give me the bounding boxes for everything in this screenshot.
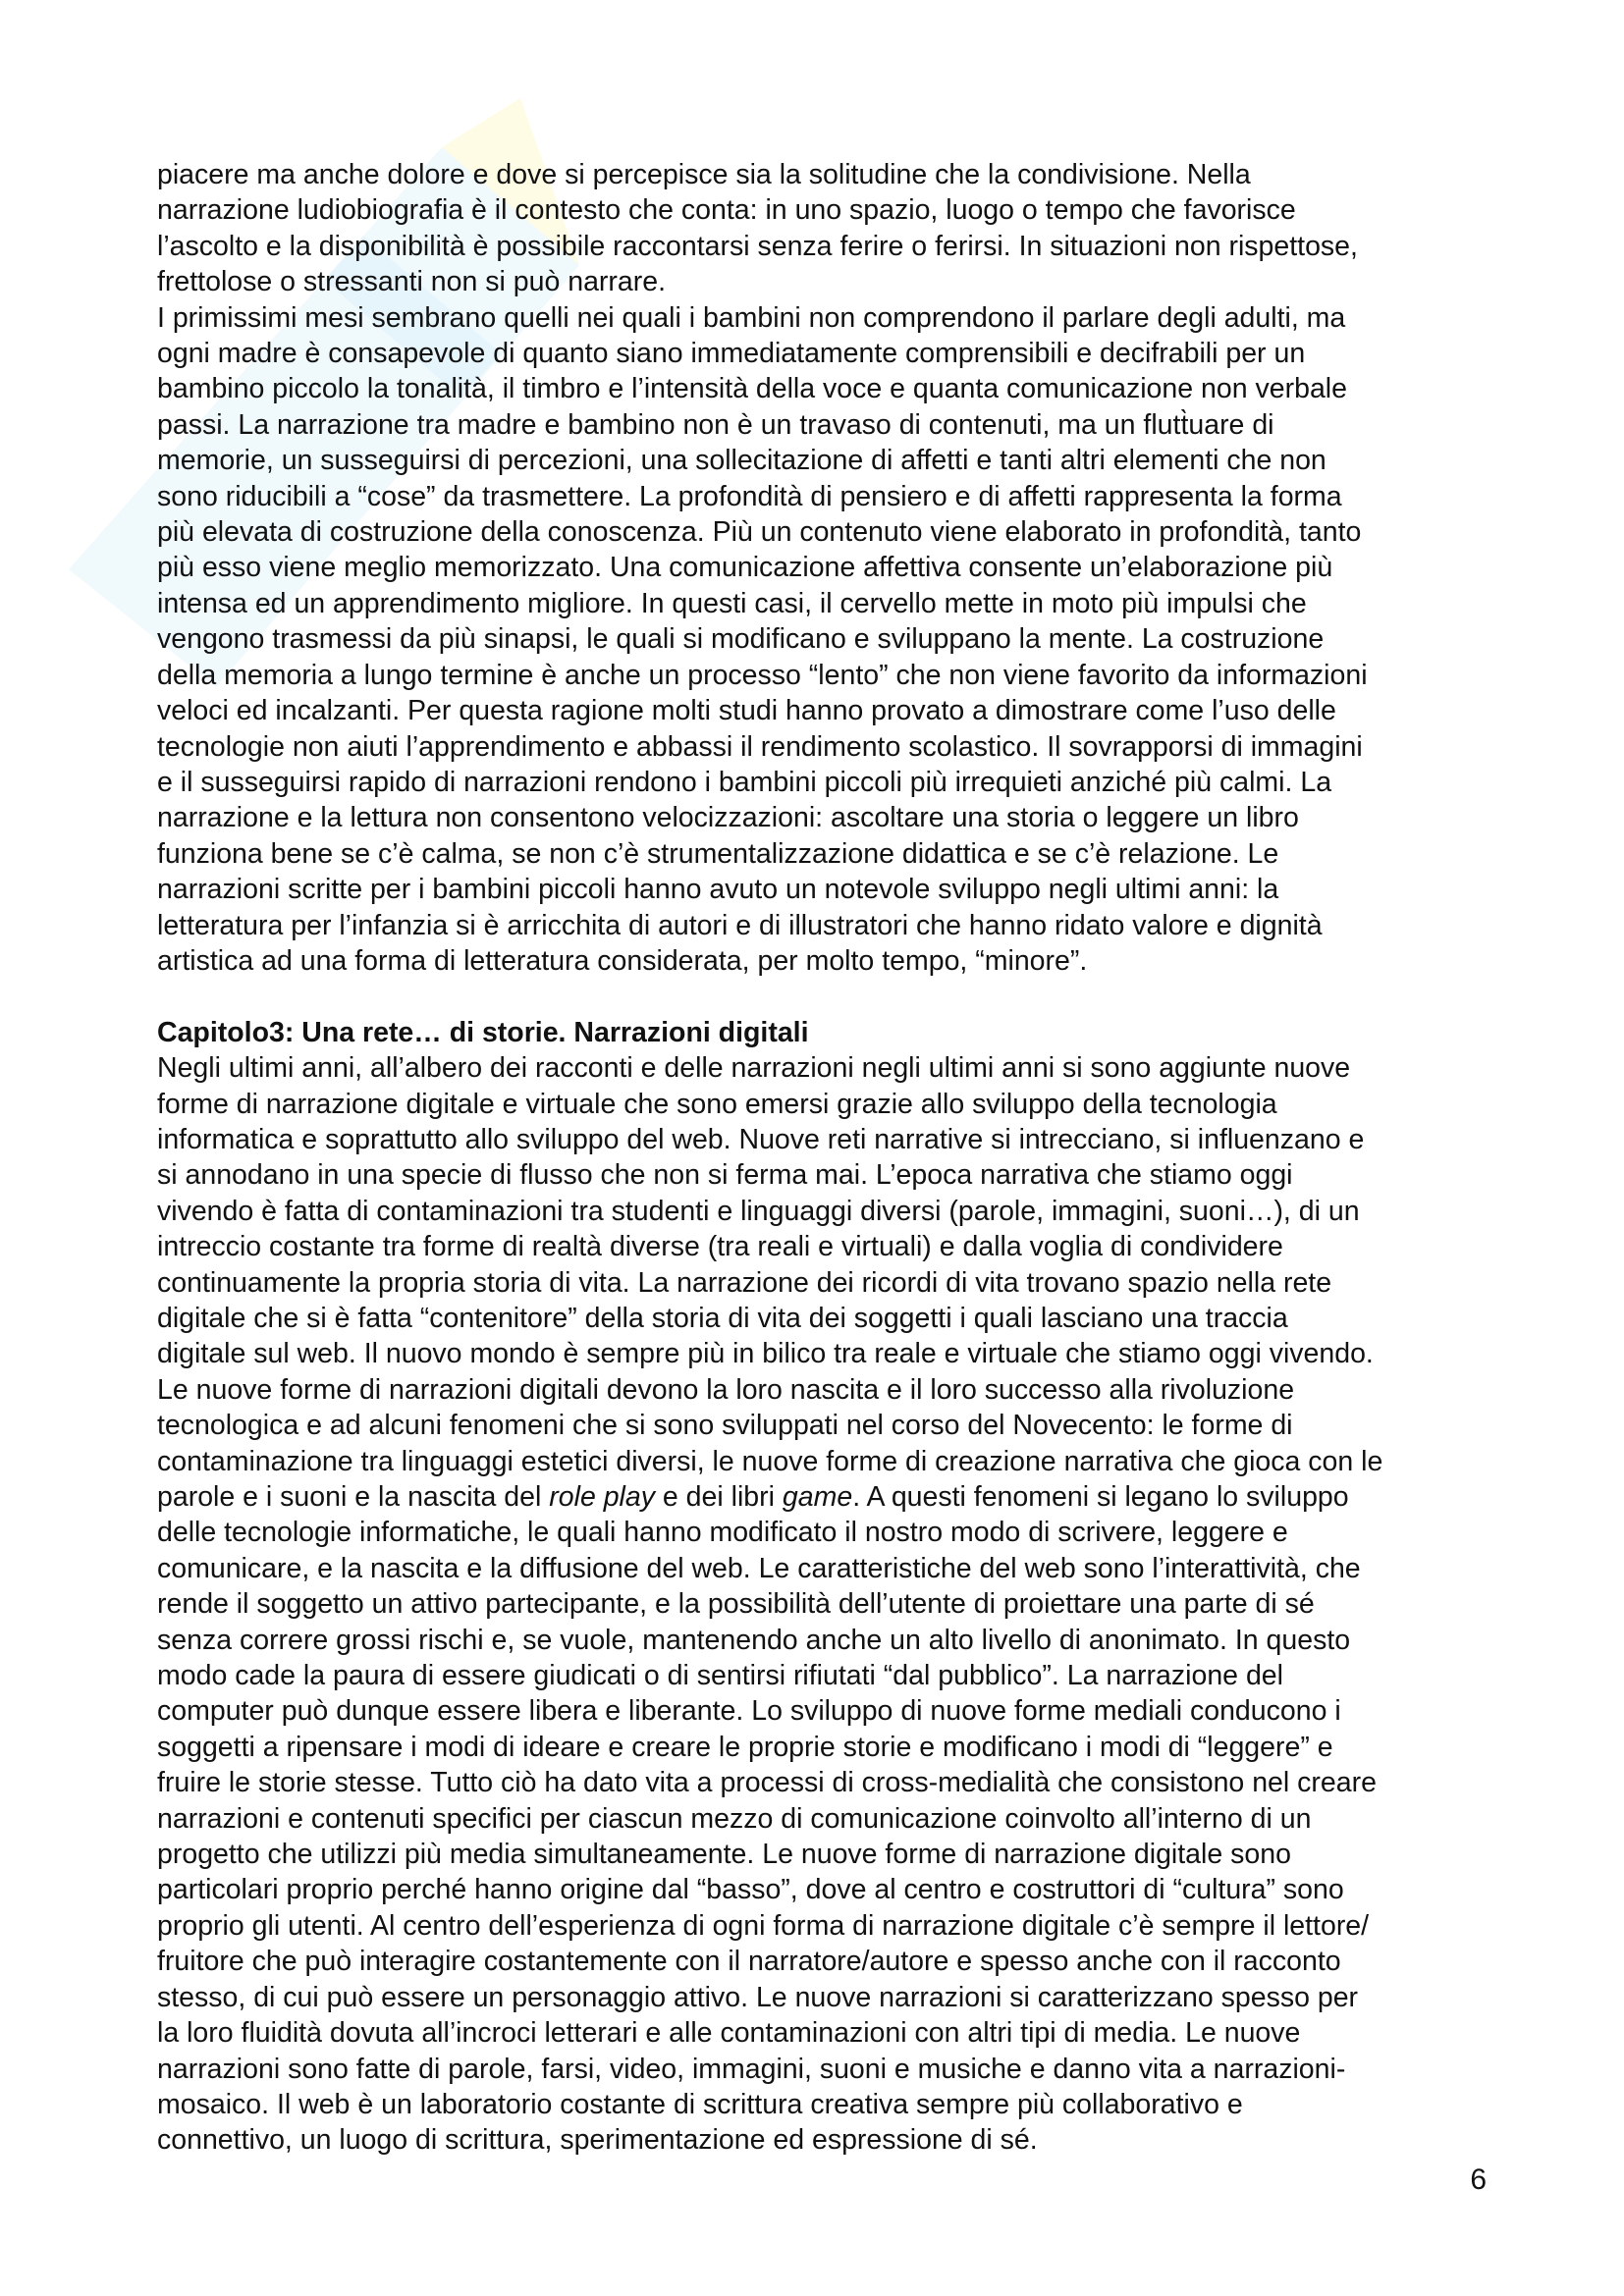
text-fragment: e dei libri bbox=[655, 1481, 783, 1514]
text-line: tecnologica e ad alcuni fenomeni che si sono sviluppati nel corso del Novecento: le forme di bbox=[157, 1410, 1293, 1442]
text-line: più elevata di costruzione della conoscenza. Più un contenuto viene elaborato in profondità, tanto bbox=[157, 516, 1362, 549]
text-line: vengono trasmessi da più sinapsi, le quali si modificano e sviluppano la mente. La costruzione bbox=[157, 623, 1325, 656]
text-line: progetto che utilizzi più media simultaneamente. Le nuove forme di narrazione digitale sono bbox=[157, 1839, 1291, 1871]
text-fragment: parole e i suoni e la nascita del bbox=[157, 1481, 550, 1514]
text-line: narrazioni e contenuti specifici per ciascun mezzo di comunicazione coinvolto all’interno di un bbox=[157, 1802, 1312, 1835]
text-line: fruire le storie stesse. Tutto ciò ha dato vita a processi di cross-medialità che consistono nel creare bbox=[157, 1767, 1377, 1799]
text-line: sono riducibili a “cose” da trasmettere. La profondità di pensiero e di affetti rappresenta la forma bbox=[157, 480, 1342, 512]
text-line: soggetti a ripensare i modi di ideare e creare le proprie storie e modificano i modi di “leggere” e bbox=[157, 1731, 1333, 1763]
document-body bbox=[157, 157, 1485, 2159]
chapter-3-text-b bbox=[157, 1515, 1485, 2158]
text-line: stesso, di cui può essere un personaggio attivo. Le nuove narrazioni si caratterizzano spesso per bbox=[157, 1981, 1359, 2013]
text-line: connettivo, un luogo di scrittura, sperimentazione ed espressione di sé. bbox=[157, 2124, 1038, 2157]
text-line: funziona bene se c’è calma, se non c’è strumentalizzazione didattica e se c’è relazione. Le bbox=[157, 837, 1279, 870]
text-line: vivendo è fatta di contaminazioni tra studenti e linguaggi diversi (parole, immagini, suoni…), di un bbox=[157, 1195, 1360, 1227]
chapter-3-title: Capitolo3: Una rete… di storie. Narrazioni digitali bbox=[157, 1016, 809, 1048]
text-line-with-italics bbox=[157, 1479, 1485, 1515]
text-line: particolari proprio perché hanno origine dal “basso”, dove al centro e costruttori di “cultura” sono bbox=[157, 1874, 1344, 1906]
text-line: l’ascolto e la disponibilità è possibile raccontarsi senza ferire o ferirsi. In situazioni non rispettose, bbox=[157, 230, 1358, 262]
text-line: passi. La narrazione tra madre e bambino non è un travaso di contenuti, ma un flutt̀uare di bbox=[157, 408, 1274, 441]
italic-term-role-play: role play bbox=[549, 1481, 655, 1514]
text-line: modo cade la paura di essere giudicati o di sentirsi rifiutati “dal pubblico”. La narrazione del bbox=[157, 1660, 1283, 1692]
text-line: frettolose o stressanti non si può narrare. bbox=[157, 266, 667, 298]
text-line: intensa ed un apprendimento migliore. In questi casi, il cervello mette in moto più impulsi che bbox=[157, 587, 1307, 619]
text-line: contaminazione tra linguaggi estetici diversi, le nuove forme di creazione narrativa che gioca con le bbox=[157, 1445, 1383, 1477]
text-line: la loro fluidità dovuta all’incroci letterari e alle contaminazioni con altri tipi di media. Le nuove bbox=[157, 2017, 1301, 2050]
text-line: fruitore che può interagire costantemente con il narratore/autore e spesso anche con il racconto bbox=[157, 1946, 1341, 1978]
text-line: forme di narrazione digitale e virtuale che sono emersi grazie allo sviluppo della tecnologia bbox=[157, 1088, 1277, 1120]
text-line: ogni madre è consapevole di quanto siano immediatamente comprensibili e decifrabili per un bbox=[157, 338, 1306, 370]
text-line: proprio gli utenti. Al centro dell’esperienza di ogni forma di narrazione digitale c’è sempre il lettore/ bbox=[157, 1909, 1370, 1942]
paragraph-gap bbox=[157, 979, 1485, 1014]
text-line: I primissimi mesi sembrano quelli nei quali i bambini non comprendono il parlare degli adulti, ma bbox=[157, 301, 1346, 334]
text-line: piacere ma anche dolore e dove si percepisce sia la solitudine che la condivisione. Nella bbox=[157, 159, 1251, 190]
text-line: della memoria a lungo termine è anche un processo “lento” che non viene favorito da informazioni bbox=[157, 659, 1368, 691]
text-fragment: . A questi fenomeni si legano lo sviluppo bbox=[852, 1481, 1349, 1514]
text-line: intreccio costante tra forme di realtà diverse (tra reali e virtuali) e dalla voglia di condividere bbox=[157, 1231, 1283, 1263]
text-line: narrazione e la lettura non consentono velocizzazioni: ascoltare una storia o leggere un libro bbox=[157, 802, 1299, 834]
text-line: tecnologie non aiuti l’apprendimento e abbassi il rendimento scolastico. Il sovrapporsi di immagini bbox=[157, 730, 1363, 763]
text-line: Le nuove forme di narrazioni digitali devono la loro nascita e il loro successo alla rivoluzione bbox=[157, 1373, 1295, 1406]
text-line: si annodano in una specie di flusso che non si ferma mai. L’epoca narrativa che stiamo oggi bbox=[157, 1159, 1293, 1192]
text-line: memorie, un susseguirsi di percezioni, una sollecitazione di affetti e tanti altri elementi che non bbox=[157, 445, 1326, 477]
text-line: e il susseguirsi rapido di narrazioni rendono i bambini piccoli più irrequieti anziché più calmi. La bbox=[157, 766, 1332, 798]
text-line: veloci ed incalzanti. Per questa ragione molti studi hanno provato a dimostrare come l’uso delle bbox=[157, 695, 1336, 727]
text-line: mosaico. Il web è un laboratorio costante di scrittura creativa sempre più collaborativo e bbox=[157, 2088, 1243, 2120]
text-line: computer può dunque essere libera e liberante. Lo sviluppo di nuove forme mediali conducono i bbox=[157, 1695, 1341, 1728]
text-line: delle tecnologie informatiche, le quali hanno modificato il nostro modo di scrivere, leggere e bbox=[157, 1517, 1288, 1549]
text-line: letteratura per l’infanzia si è arricchita di autori e di illustratori che hanno ridato valore e dignità bbox=[157, 909, 1323, 941]
text-line: narrazioni scritte per i bambini piccoli hanno avuto un notevole sviluppo negli ultimi anni: la bbox=[157, 874, 1279, 906]
page-number: 6 bbox=[1470, 2163, 1487, 2196]
text-line: comunicare, e la nascita e la diffusione del web. Le caratteristiche del web sono l’interattività, che bbox=[157, 1552, 1361, 1584]
text-line: digitale che si è fatta “contenitore” della storia di vita dei soggetti i quali lasciano una traccia bbox=[157, 1302, 1288, 1334]
text-line: rende il soggetto un attivo partecipante, e la possibilità dell’utente di proiettare una parte di sé bbox=[157, 1588, 1315, 1621]
text-line: narrazioni sono fatte di parole, farsi, video, immagini, suoni e musiche e danno vita a narrazioni- bbox=[157, 2053, 1346, 2085]
text-line: informatica e soprattutto allo sviluppo del web. Nuove reti narrative si intrecciano, si influenzano e bbox=[157, 1123, 1365, 1155]
text-line: artistica ad una forma di letteratura considerata, per molto tempo, “minore”. bbox=[157, 944, 1088, 977]
text-line: narrazione ludiobiografia è il contesto che conta: in uno spazio, luogo o tempo che favorisce bbox=[157, 194, 1296, 227]
chapter-3-text-a bbox=[157, 1050, 1485, 1479]
text-line: bambino piccolo la tonalità, il timbro e l’intensità della voce e quanta comunicazione non verbale bbox=[157, 373, 1347, 405]
text-line: digitale sul web. Il nuovo mondo è sempre più in bilico tra reale e virtuale che stiamo oggi vivendo. bbox=[157, 1338, 1374, 1370]
text-line: continuamente la propria storia di vita. La narrazione dei ricordi di vita trovano spazio nella rete bbox=[157, 1266, 1332, 1299]
italic-term-game: game bbox=[782, 1481, 853, 1514]
text-line: senza correre grossi rischi e, se vuole, mantenendo anche un alto livello di anonimato. In questo bbox=[157, 1624, 1351, 1656]
text-line: Negli ultimi anni, all’albero dei racconti e delle narrazioni negli ultimi anni si sono aggiunte nuove bbox=[157, 1052, 1351, 1085]
text-line: più esso viene meglio memorizzato. Una comunicazione affettiva consente un’elaborazione più bbox=[157, 552, 1333, 584]
section-1-paragraphs bbox=[157, 157, 1485, 979]
